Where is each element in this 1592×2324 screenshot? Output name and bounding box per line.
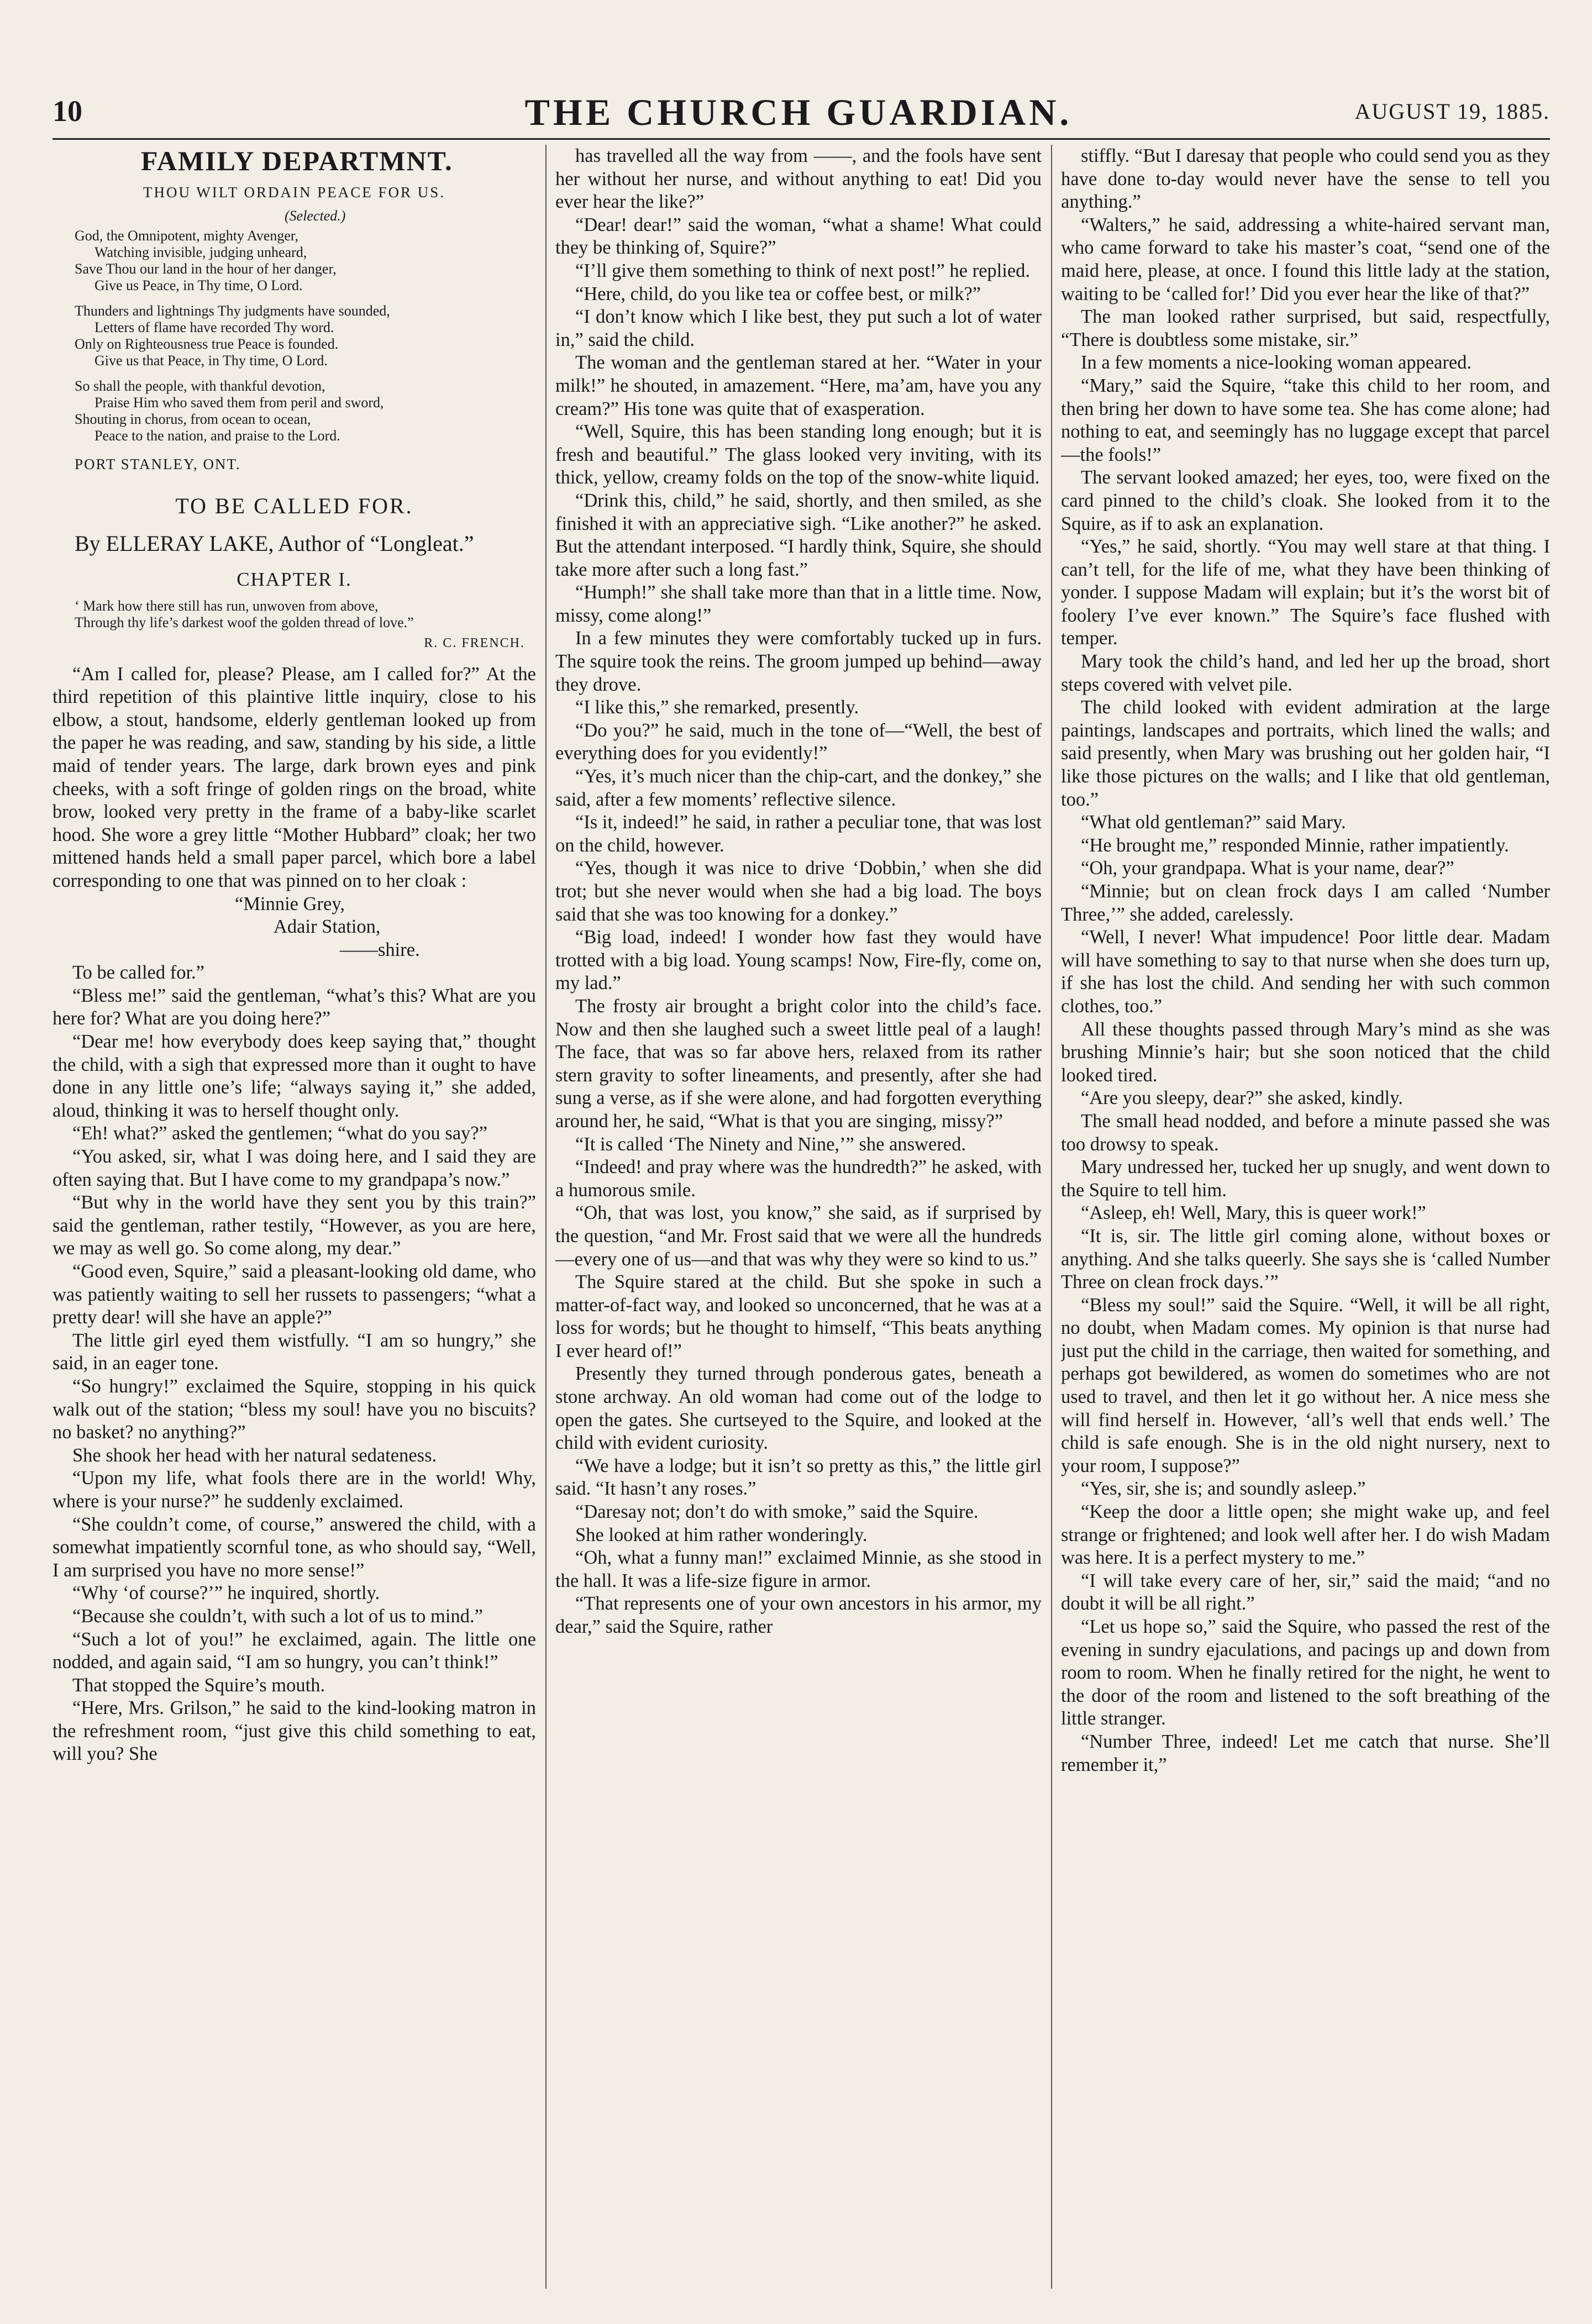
story-paragraph: “It is called ‘The Ninety and Nine,’” she answered. [575,1133,966,1155]
poem-line: Give us Peace, in Thy time, O Lord. [94,277,303,293]
story-paragraph: To be called for.” [72,962,204,984]
story-paragraph: “Oh, what a funny man!” exclaimed Minnie, as she stood in the hall. It was a life-size figure in armor. [555,1547,1042,1591]
story-paragraph: “I like this,” she remarked, presently. [575,697,859,718]
story-paragraph: “Bless my soul!” said the Squire. “Well, it will be all right, no doubt, when Madam comes. My opinion is that nurse had just put the child in the carriage, then waited for something, and perhaps got bewildered, as women do sometimes who are not used to travel, and then let it go without her. A nice mess she will find herself in. However, ‘all’s well that ends well.’ The child is safe enough. She is in the old night nursery, next to your room, I suppose?” [1061,1294,1550,1476]
poem-line: Only on Righteousness true Peace is founded. [75,335,339,352]
story-paragraph: The Squire stared at the child. But she spoke in such a matter-of-fact way, and looked so unconcerned, that he was at a loss for words; but he thought to himself, “This beats anything I ever heard of!” [555,1271,1042,1361]
story-paragraph: Mary undressed her, tucked her up snugly, and went down to the Squire to tell him. [1061,1156,1550,1201]
story-paragraph: The woman and the gentleman stared at her. “Water in your milk!” he shouted, in amazement. “Here, ma’am, have you any cream?” His tone was quite that of exasperation. [555,352,1042,419]
story-paragraph: “Such a lot of you!” he exclaimed, again. The little one nodded, and again said, “I am so hungry, you can’t think!” [52,1628,536,1673]
story-paragraph: “Why ‘of course?’” he inquired, shortly. [72,1582,380,1604]
poem-line: So shall the people, with thankful devotion, [75,377,325,394]
masthead [52,88,1550,140]
newspaper-title: THE CHURCH GUARDIAN. [524,91,1073,133]
poem-selected-note: (Selected.) [285,207,346,224]
story-paragraph: “Do you?” he said, much in the tone of—“Well, the best of everything does for you evidently!” [555,719,1042,764]
story-paragraph: “Well, Squire, this has been standing long enough; but it is fresh and beautiful.” The glass looked very inviting, with its thick, yellow, creamy folds on the top of the snow-white liquid. [555,421,1042,488]
story-paragraph: “What old gentleman?” said Mary. [1081,812,1346,833]
story-paragraph: “Here, Mrs. Grilson,” he said to the kind-looking matron in the refreshment room, “just give this child something to eat, will you? She [52,1697,536,1765]
story-paragraph: “Yes, it’s much nicer than the chip-cart, and the donkey,” she said, after a few moments’ reflective silence. [555,766,1042,810]
story-paragraph: “She couldn’t come, of course,” answered the child, with a somewhat impatiently scornful tone, as who should say, “Well, I am surprised you have no more sense!” [52,1513,536,1581]
story-paragraph: “So hungry!” exclaimed the Squire, stopping in his quick walk out of the station; “bless my soul! have you no biscuits? no basket? no anything?” [52,1375,536,1443]
address-line: Adair Station, [274,916,381,938]
story-paragraph: “Number Three, indeed! Let me catch that nurse. She’ll remember it,” [1061,1731,1550,1775]
story-paragraph: In a few moments a nice-looking woman appeared. [1081,352,1472,374]
poem-title: THOU WILT ORDAIN PEACE FOR US. [143,184,446,201]
epigraph-line: Through thy life’s darkest woof the golden thread of love.” [75,614,414,630]
story-paragraph: “I’ll give them something to think of next post!” he replied. [575,260,1031,281]
poem-line: Shouting in chorus, from ocean to ocean, [75,411,311,427]
story-paragraph: All these thoughts passed through Mary’s mind as she was brushing Minnie’s hair; but she soon noticed that the child looked tired. [1061,1018,1550,1086]
poem-line: Give us that Peace, in Thy time, O Lord. [94,352,328,369]
story-paragraph: That stopped the Squire’s mouth. [72,1674,325,1696]
story-paragraph: “Mary,” said the Squire, “take this child to her room, and then bring her down to have some tea. She has come alone; had nothing to eat, and seemingly has no luggage except that parcel—the fools!” [1061,375,1550,465]
story-paragraph: “Minnie; but on clean frock days I am called ‘Number Three,’” she added, carelessly. [1061,881,1550,925]
column-2 [555,145,1042,2289]
poem-stanza [75,303,536,369]
story-paragraph: “Big load, indeed! I wonder how fast they would have trotted with a big load. Young scamps! Now, Fire-fly, come on, my lad.” [555,927,1042,994]
address-line: “Minnie Grey, [235,893,345,914]
story-byline: By ELLERAY LAKE, Author of “Longleat.” [75,530,474,556]
story-paragraph: “We have a lodge; but it isn’t so pretty as this,” the little girl said. “It hasn’t any roses.” [555,1455,1042,1500]
story-paragraph: “Let us hope so,” said the Squire, who passed the rest of the evening in sundry ejaculations, and pacings up and down from room to room. When he finally retired for the night, he went to the door of the room and listened to the soft breathing of the little stranger. [1061,1616,1550,1729]
column-3 [1061,145,1550,2289]
story-paragraph: Presently they turned through ponderous gates, beneath a stone archway. An old woman had come out of the lodge to open the gates. She curtseyed to the Squire, and looked at the child with evident curiosity. [555,1363,1042,1454]
story-paragraph: stiffly. “But I daresay that people who could send you as they have done to-day would never have the sense to tell you anything.” [1061,145,1550,213]
story-paragraph: “Indeed! and pray where was the hundredth?” he asked, with a humorous smile. [555,1156,1042,1201]
poem-place: PORT STANLEY, ONT. [75,455,241,472]
story-title: TO BE CALLED FOR. [175,493,413,519]
story-paragraph: “I don’t know which I like best, they put such a lot of water in,” said the child. [555,306,1042,350]
story-paragraph: “Dear! dear!” said the woman, “what a shame! What could they be thinking of, Squire?” [555,214,1042,259]
story-paragraph: The frosty air brought a bright color into the child’s face. Now and then she laughed such a sweet little peal of a laugh! The face, that was so far above hers, relaxed from its rather stern gravity to softer lineaments, and presently, after she had sung a verse, as if she were alone, and had forgotten everything around her, he said, “What is that you are singing, missy?” [555,995,1042,1132]
story-paragraph: “That represents one of your own ancestors in his armor, my dear,” said the Squire, rather [555,1593,1042,1637]
poem-stanza [75,378,536,444]
column-divider [545,145,547,2289]
story-paragraph: “Upon my life, what fools there are in the world! Why, where is your nurse?” he suddenly exclaimed. [52,1468,536,1512]
story-paragraph: “You asked, sir, what I was doing here, and I said they are often saying that. But I have come to my grandpapa’s now.” [52,1146,536,1190]
story-paragraph: “Dear me! how everybody does keep saying that,” thought the child, with a sigh that expressed more than it ought to have done in any little one’s life; “always saying it,” she added, aloud, thinking it was to herself thought only. [52,1031,536,1121]
poem [75,228,536,444]
page-number: 10 [52,94,82,128]
story-paragraph: “Drink this, child,” he said, shortly, and then smiled, as she finished it with an appreciative sigh. “Like another?” he asked. But the attendant interposed. “I hardly think, Squire, she should take more after such a long fast.” [555,490,1042,580]
story-paragraph: “Keep the door a little open; she might wake up, and feel strange or frightened; and look well after her. I do wish Madam was here. It is a perfect mystery to me.” [1061,1501,1550,1569]
epigraph-line: ‘ Mark how there still has run, unwoven from above, [75,597,379,614]
story-paragraph: “Oh, your grandpapa. What is your name, dear?” [1081,858,1454,879]
story-paragraph: “Yes, though it was nice to drive ‘Dobbin,’ when she did trot; but she never would when she had a big load. The boys said that she was too knowing for a donkey.” [555,858,1042,925]
story-paragraph: “He brought me,” responded Minnie, rather impatiently. [1081,834,1509,856]
column-1-paragraphs [52,961,536,1766]
story-paragraph: “Eh! what?” asked the gentlemen; “what do you say?” [72,1123,488,1144]
address-line: ——shire. [340,939,420,960]
story-paragraph: “Humph!” she shall take more than that in a little time. Now, missy, come along!” [555,582,1042,626]
poem-stanza [75,228,536,294]
poem-line: Save Thou our land in the hour of her danger, [75,260,337,277]
poem-line: Peace to the nation, and praise to the Lord. [94,427,340,444]
story-paragraph: “It is, sir. The little girl coming alone, without boxes or anything. And she talks queerly. She says she is ‘called Number Three on clean frock days.’” [1061,1225,1550,1293]
story-paragraph: The man looked rather surprised, but said, respectfully, “There is doubtless some mistake, sir.” [1061,306,1550,350]
story-paragraph: “Because she couldn’t, with such a lot of us to mind.” [72,1605,483,1627]
department-heading: FAMILY DEPARTMNT. [141,145,453,176]
story-paragraph: “Here, child, do you like tea or coffee best, or milk?” [575,283,981,304]
story-paragraph: “Asleep, eh! Well, Mary, this is queer work!” [1081,1202,1426,1224]
story-paragraph: “But why in the world have they sent you by this train?” said the gentleman, rather testily, “However, as you are here, we may as well go. So come along, my dear.” [52,1192,536,1259]
story-paragraph: The little girl eyed them wistfully. “I am so hungry,” she said, in an eager tone. [52,1329,536,1374]
poem-line: Thunders and lightnings Thy judgments have sounded, [75,302,390,319]
poem-line: God, the Omnipotent, mighty Avenger, [75,227,299,244]
story-paragraph: “Yes,” he said, shortly. “You may well stare at that thing. I can’t tell, for the life of me, what they have been thinking of yonder. I suppose Madam will explain; but it’s the worst bit of foolery I’ve ever known.” The Squire’s face flushed with temper. [1061,536,1550,649]
story-paragraph: “Well, I never! What impudence! Poor little dear. Madam will have something to say to that nurse when she does turn up, if she has lost the child. And sending her with such common clothes, too.” [1061,927,1550,1017]
issue-date: AUGUST 19, 1885. [1354,99,1550,124]
story-paragraph: “Bless me!” said the gentleman, “what’s this? What are you here for? What are you doing here?” [52,985,536,1029]
chapter-heading: CHAPTER I. [237,569,352,591]
story-paragraph: “Daresay not; don’t do with smoke,” said the Squire. [575,1501,979,1523]
story-paragraph: “Am I called for, please? Please, am I called for?” At the third repetition of this plaintive little inquiry, close to his elbow, a stout, handsome, elderly gentleman looked up from the paper he was reading, and saw, standing by his side, a little maid of tender years. The large, dark brown eyes and pink cheeks, with a soft fringe of golden rings on the broad, white brow, looked very pretty in the frame of a baby-like scarlet hood. She wore a grey little “Mother Hubbard” cloak; her two mittened hands held a small paper parcel, which bore a label corresponding to one that was pinned on to her cloak : [52,663,536,891]
poem-line: Praise Him who saved them from peril and sword, [94,394,384,411]
story-paragraph: The child looked with evident admiration at the large paintings, landscapes and portraits, which lined the walls; and said presently, when Mary was brushing out her golden hair, “I like those pictures on the walls; and I like that old gentleman, too.” [1061,697,1550,810]
story-paragraph: In a few minutes they were comfortably tucked up in furs. The squire took the reins. The groom jumped up behind—away they drove. [555,628,1042,695]
column-1 [52,145,536,2289]
epigraph [75,598,536,631]
column-divider [1051,145,1052,2289]
story-paragraph: “Is it, indeed!” he said, in rather a peculiar tone, that was lost on the child, however. [555,812,1042,856]
story-paragraph: She shook her head with her natural sedateness. [72,1444,437,1466]
poem-line: Watching invisible, judging unheard, [94,244,307,260]
story-paragraph: She looked at him rather wonderingly. [575,1524,868,1545]
column-3-paragraphs [1061,145,1550,1776]
story-paragraph: “Good even, Squire,” said a pleasant-looking old dame, who was patiently waiting to sell her russets to passengers; “what a pretty dear! will she have an apple?” [52,1261,536,1328]
story-paragraph: The servant looked amazed; her eyes, too, were fixed on the card pinned to the child’s cloak. She looked from it to the Squire, as if to ask an explanation. [1061,467,1550,534]
epigraph-source: R. C. FRENCH. [424,635,525,650]
story-paragraph: “Are you sleepy, dear?” she asked, kindly. [1081,1087,1403,1109]
story-paragraph: Mary took the child’s hand, and led her up the broad, short steps covered with velvet pile. [1061,651,1550,695]
story-paragraph: has travelled all the way from ——, and the fools have sent her without her nurse, and without anything to eat! Did you ever hear the like?” [555,145,1042,213]
story-paragraph: “Yes, sir, she is; and soundly asleep.” [1081,1478,1366,1500]
story-paragraph: “I will take every care of her, sir,” said the maid; “and no doubt it will be all right.” [1061,1570,1550,1615]
story-paragraph: The small head nodded, and before a minute passed she was too drowsy to speak. [1061,1110,1550,1155]
poem-line: Letters of flame have recorded Thy word. [94,319,334,335]
column-2-paragraphs [555,145,1042,1639]
story-paragraph: “Oh, that was lost, you know,” she said, as if surprised by the question, “and Mr. Frost said that we were all the hundreds—every one of us—and that was why they were so kind to us.” [555,1202,1042,1270]
story-paragraph: “Walters,” he said, addressing a white-haired servant man, who came forward to take his master’s coat, “send one of the maid here, please, at once. I found this little lady at the station, waiting to be ‘called for!’ Did you ever hear the like of that?” [1061,214,1550,304]
